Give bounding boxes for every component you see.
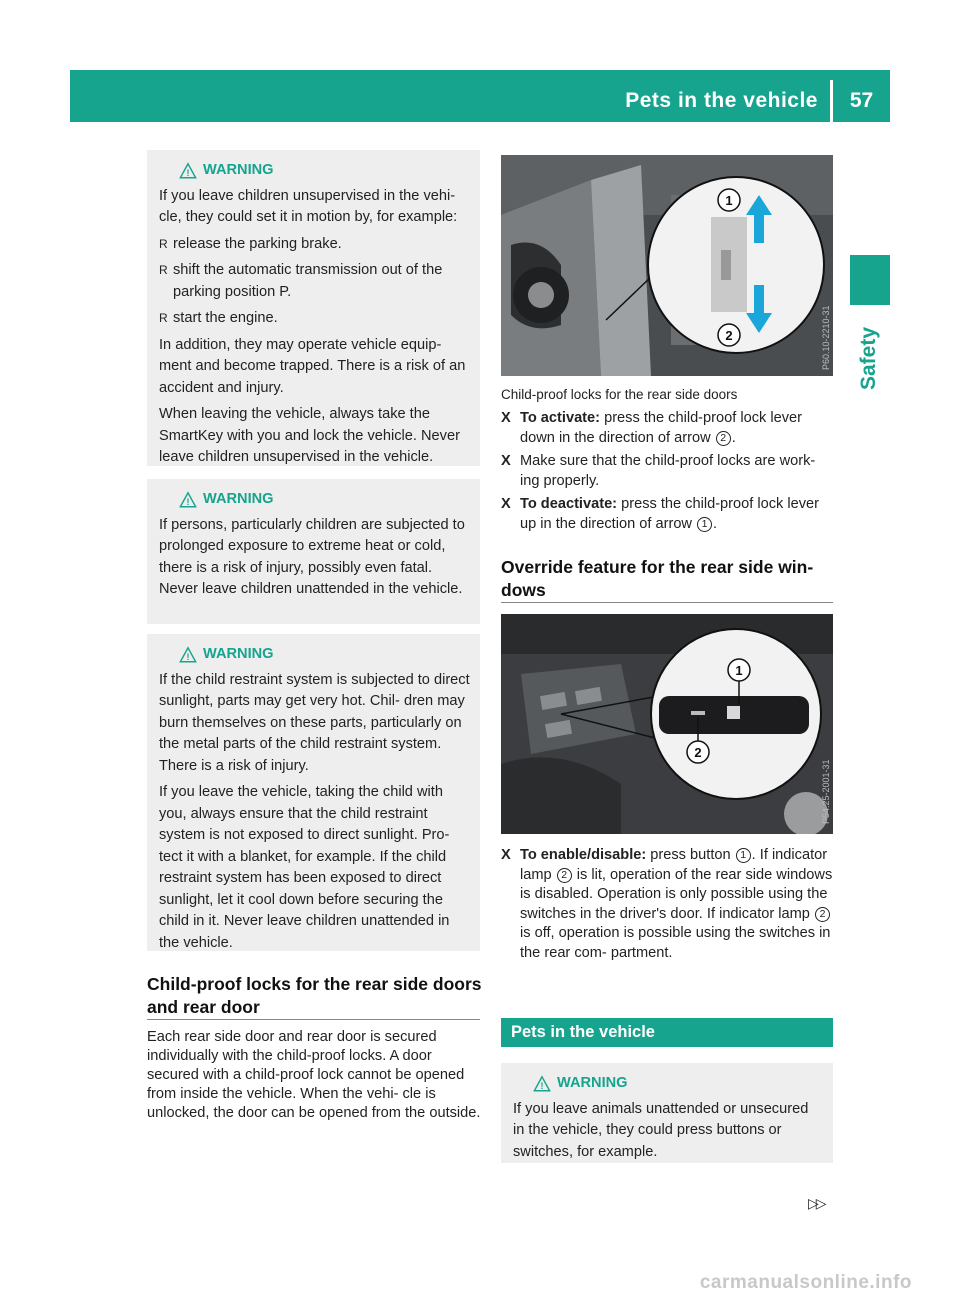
section-divider (147, 1019, 480, 1020)
warning-triangle-icon (179, 162, 197, 180)
list-item-text: start the engine. (173, 310, 278, 326)
door-illustration (501, 155, 833, 376)
continue-arrows-icon: ▷▷ (808, 1195, 824, 1211)
warning-heading (159, 160, 470, 182)
callout-ref: 2 (557, 868, 572, 883)
bullet-icon: R (159, 263, 168, 277)
list-item (159, 260, 470, 303)
figure-code: P54.25-2001-31 (821, 759, 831, 824)
warning-box-pets (501, 1063, 833, 1163)
callout-ref: 1 (736, 848, 751, 863)
section-title-override: Override feature for the rear side win- dows (501, 557, 814, 600)
warning-label: WARNING (203, 491, 274, 507)
callout-ref: 2 (815, 907, 830, 922)
warning-text: If persons, particularly children are subjected to prolonged exposure to extreme heat or cold, there is a risk of injury, possibly even fatal. Never leave children unattended in the vehicle. (159, 516, 465, 597)
section-tab (850, 255, 890, 305)
page-number: 57 (849, 89, 874, 112)
svg-text:!: ! (186, 496, 190, 507)
step-arrow-icon: X (501, 496, 511, 512)
step-text: Make sure that the child-proof locks are work- ing properly. (520, 453, 816, 489)
list-item-text: shift the automatic transmission out of the parking position P. (173, 262, 443, 300)
step-label: To enable/disable: (520, 847, 647, 863)
callout-2: 2 (725, 328, 733, 343)
instruction-step (501, 846, 836, 963)
warning-box-heat-cold (147, 479, 480, 624)
warning-text: If you leave the vehicle, taking the child with you, always ensure that the child restraint system is not exposed to direct sunlight. Pro- tect it with a blanket, for example. If the child restraint system has been exposed to direct sunlight, let it cool down before securing the child in it. Never leave children unattended in the vehicle. (159, 784, 450, 951)
svg-text:!: ! (186, 167, 190, 178)
warning-triangle-icon (179, 491, 197, 509)
header-title: Pets in the vehicle (625, 89, 818, 112)
warning-box-children-motion (147, 150, 480, 466)
warning-label: WARNING (203, 646, 274, 662)
callout-1: 1 (735, 663, 743, 678)
warning-label: WARNING (557, 1075, 628, 1091)
warning-heading (159, 489, 470, 511)
callout-ref: 2 (716, 431, 731, 446)
step-text: press button (646, 847, 735, 863)
figure-caption: Child-proof locks for the rear side doors (501, 387, 738, 402)
bullet-icon: R (159, 236, 168, 251)
child-locks-text: Each rear side door and rear door is secured individually with the child-proof locks. A door secured with a child-proof lock cannot be opened from inside the vehicle. When the vehi- cle is unlocked, the door can be opened from the outside. (147, 1029, 481, 1121)
warning-label: WARNING (203, 162, 274, 178)
section-bar-pets: Pets in the vehicle (501, 1018, 833, 1047)
step-text: is lit, operation of the rear side windows is disabled. Operation is only possible using the switches in the driver's door. If indicator lamp (520, 866, 833, 922)
list-item-text: release the parking brake. (173, 235, 342, 252)
bullet-icon: R (159, 311, 168, 325)
instructions-override (501, 846, 836, 967)
warning-text: If you leave children unsupervised in the vehi- cle, they could set it in motion by, for example: (159, 187, 458, 225)
section-title-child-locks: Child-proof locks for the rear side doors and rear door (147, 974, 482, 1017)
callout-2: 2 (694, 745, 702, 760)
warning-heading (513, 1073, 823, 1095)
svg-text:!: ! (186, 651, 190, 662)
step-text: . If indicator lamp (520, 847, 828, 883)
warning-triangle-icon (179, 646, 197, 664)
step-label: To deactivate: (520, 496, 618, 512)
callout-ref: 1 (697, 517, 712, 532)
page-header (70, 70, 890, 122)
list-item (159, 234, 470, 256)
warning-text: In addition, they may operate vehicle equip- ment and become trapped. There is a risk of an accident and injury. (159, 336, 466, 396)
figure-code: P60.10-2210-31 (821, 305, 831, 370)
switch-panel-illustration (501, 614, 833, 834)
step-arrow-icon: X (501, 847, 511, 863)
warning-text: When leaving the vehicle, always take the SmartKey with you and lock the vehicle. Never leave children unsupervised in the vehicle. (159, 406, 460, 465)
step-label: To activate: (520, 410, 601, 426)
warning-heading (159, 644, 470, 666)
warning-text: If you leave animals unattended or unsecured in the vehicle, they could press buttons or switches, for example. (513, 1100, 809, 1160)
warning-box-sunlight (147, 634, 480, 951)
step-text: press the child-proof lock lever up in the direction of arrow (520, 496, 820, 532)
step-arrow-icon: X (501, 410, 511, 426)
step-text: is off, operation is possible using the switches in the rear com- partment. (520, 925, 831, 961)
warning-text: If the child restraint system is subjected to direct sunlight, parts may get very hot. Chil- dren may burn themselves on these parts, particularly on the metal parts of the child restraint system. There is a risk of injury. (159, 671, 470, 774)
figure-child-proof-lock (501, 155, 833, 376)
instruction-step (501, 495, 836, 534)
instructions-child-locks (501, 409, 836, 538)
warning-triangle-icon (533, 1075, 551, 1093)
section-divider (501, 602, 833, 603)
step-arrow-icon: X (501, 453, 511, 469)
instruction-step (501, 409, 836, 448)
callout-1: 1 (725, 193, 733, 208)
figure-window-override (501, 614, 833, 834)
step-tail: . (713, 515, 718, 532)
watermark: carmanualsonline.info (699, 1272, 912, 1293)
svg-text:!: ! (540, 1080, 544, 1091)
instruction-step (501, 452, 836, 491)
step-text: press the child-proof lock lever down in the direction of arrow (520, 410, 802, 446)
list-item (159, 308, 470, 330)
step-tail: . (731, 429, 736, 446)
section-label: Safety (857, 326, 880, 390)
warning-list (159, 234, 470, 330)
